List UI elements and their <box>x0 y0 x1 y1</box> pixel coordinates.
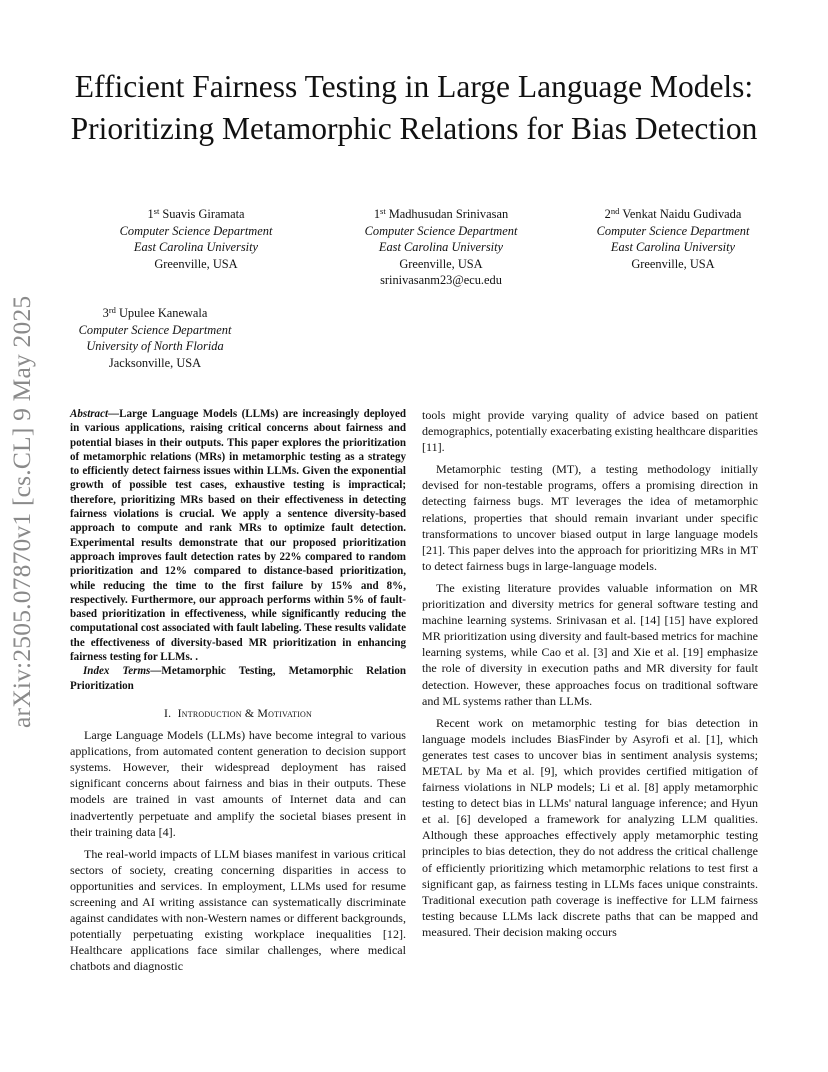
author-name: 3rd Upulee Kanewala <box>102 305 208 320</box>
paragraph: tools might provide varying quality of advice based on patient demographics, potentially exacerbating existing healthcare disparities [11]. <box>422 408 758 455</box>
index-terms <box>70 664 406 693</box>
paragraph: Metamorphic testing (MT), a testing methodology initially devised for non-testable programs, offers a promising direction in detecting fairness bugs. MT leverages the idea of metamorphic relations, properties that should remain invariant under specific transformations to uncover biased output in large language models [21]. This paper delves into the approach for prioritizing MRs in MT to detect fairness bugs in large-language models. <box>422 462 758 573</box>
author-univ: East Carolina University <box>378 240 504 254</box>
author-place: Jacksonville, USA <box>108 355 202 370</box>
author-univ: University of North Florida <box>86 339 224 353</box>
author-block-4 <box>66 302 244 371</box>
author-univ: East Carolina University <box>133 240 259 254</box>
author-block-1 <box>106 203 286 272</box>
author-name: 1st Suavis Giramata <box>147 206 245 221</box>
author-email[interactable]: srinivasanm23@ecu.edu <box>380 273 502 287</box>
paragraph: Large Language Models (LLMs) have become integral to various applications, from automated content generation to decision support systems. However, their widespread deployment has raised significant concerns about fairness and bias in their outputs. These models are trained in vast amounts of Internet data and can inadvertently perpetuate and amplify the societal biases present in their training data [4]. <box>70 728 406 839</box>
author-name: 1st Madhusudan Srinivasan <box>373 206 509 221</box>
author-dept: Computer Science Department <box>78 322 232 337</box>
author-dept: Computer Science Department <box>364 223 518 238</box>
paper-title: Efficient Fairness Testing in Large Language Models: Prioritizing Metamorphic Relations for Bias Detection <box>70 69 758 146</box>
author-univ: East Carolina University <box>610 240 736 254</box>
section-heading: I. Introduction & Motivation <box>164 705 312 720</box>
index-terms-text: Metamorphic Testing, Metamorphic Relation Prioritization <box>70 665 406 692</box>
paragraph: The real-world impacts of LLM biases manifest in various critical sectors of society, creating concerning disparities in access to opportunities and services. In employment, LLMs used for resume screening and AI writing assistance can systematically discriminate against candidates with non-Western names or different backgrounds, potentially perpetuating existing workplace inequalities [12]. Healthcare applications face similar challenges, where medical chatbots and diagnostic <box>70 846 406 974</box>
author-block-2 <box>335 203 547 289</box>
paragraph: Recent work on metamorphic testing for bias detection in language models includes BiasFinder by Asyrofi et al. [1], which generates test cases to uncover bias in sentiment analysis systems; METAL by Ma et al. [9], which provides certified mitigation of fairness violations in NLP models; Li et al. [8] apply metamorphic testing to detect bias in LLMs' natural language inference; and Hyun et al. [6] developed a framework for analyzing LLM qualities. Although these approaches effectively apply metamorphic testing principles to bias detection, they do not address the critical challenge of efficiently prioritizing which metamorphic relations to test first a significant gap, as fairness testing in LLMs faces unique constraints. Traditional execution path coverage is ineffective for LLM fairness testing because LLMs lack discrete paths that can be mapped and measured. Their decision making occurs <box>422 715 758 939</box>
author-dept: Computer Science Department <box>119 223 273 238</box>
abstract-text: Large Language Models (LLMs) are increasingly deployed in various applications, raising critical concerns about fairness and potential biases in their outputs. This paper explores the prioritization of metamorphic relations (MRs) in metamorphic testing as a strategy to efficiently detect fairness issues within LLMs. Given the exponential growth of possible test cases, exhaustive testing is impractical; therefore, prioritizing MRs based on their effectiveness in detecting fairness violations is crucial. We apply a sentence diversity-based approach to compute and rank MRs to optimize fault detection. Experimental results demonstrate that our proposed prioritization approach improves fault detection rates by 22% compared to random prioritization and 12% compared to distance-based prioritization, while reducing the time to the first failure by 15% and 8%, respectively. Furthermore, our approach performs within 5% of fault-based prioritization in effectiveness, while significantly reducing the computational cost associated with fault labeling. These results validate the effectiveness of diversity-based MR prioritization in enhancing fairness testing for LLMs. . <box>70 408 406 664</box>
author-dept: Computer Science Department <box>596 223 750 238</box>
author-place: Greenville, USA <box>154 256 238 271</box>
author-name: 2nd Venkat Naidu Gudivada <box>604 206 742 221</box>
abstract <box>70 407 406 664</box>
author-block-3 <box>575 203 771 272</box>
author-place: Greenville, USA <box>631 256 715 271</box>
author-place: Greenville, USA <box>399 256 483 271</box>
index-terms-label: Index Terms— <box>83 665 162 678</box>
left-column <box>70 407 406 980</box>
arxiv-identifier[interactable]: arXiv:2505.07870v1 [cs.CL] 9 May 2025 <box>7 295 36 728</box>
abstract-label: Abstract— <box>70 408 120 420</box>
paragraph: The existing literature provides valuable information on MR prioritization and diversity metrics for general software testing and machine learning systems. Srinivasan et al. [14] [15] have explored MR prioritization using diversity and fault-based metrics for machine learning systems, while Cao et al. [3] and Xie et al. [19] emphasize the role of diversity in execution paths and MR diversity for fault detection. However, these approaches focus on traditional software and ML systems rather than LLMs. <box>422 580 758 708</box>
right-column <box>422 407 758 946</box>
